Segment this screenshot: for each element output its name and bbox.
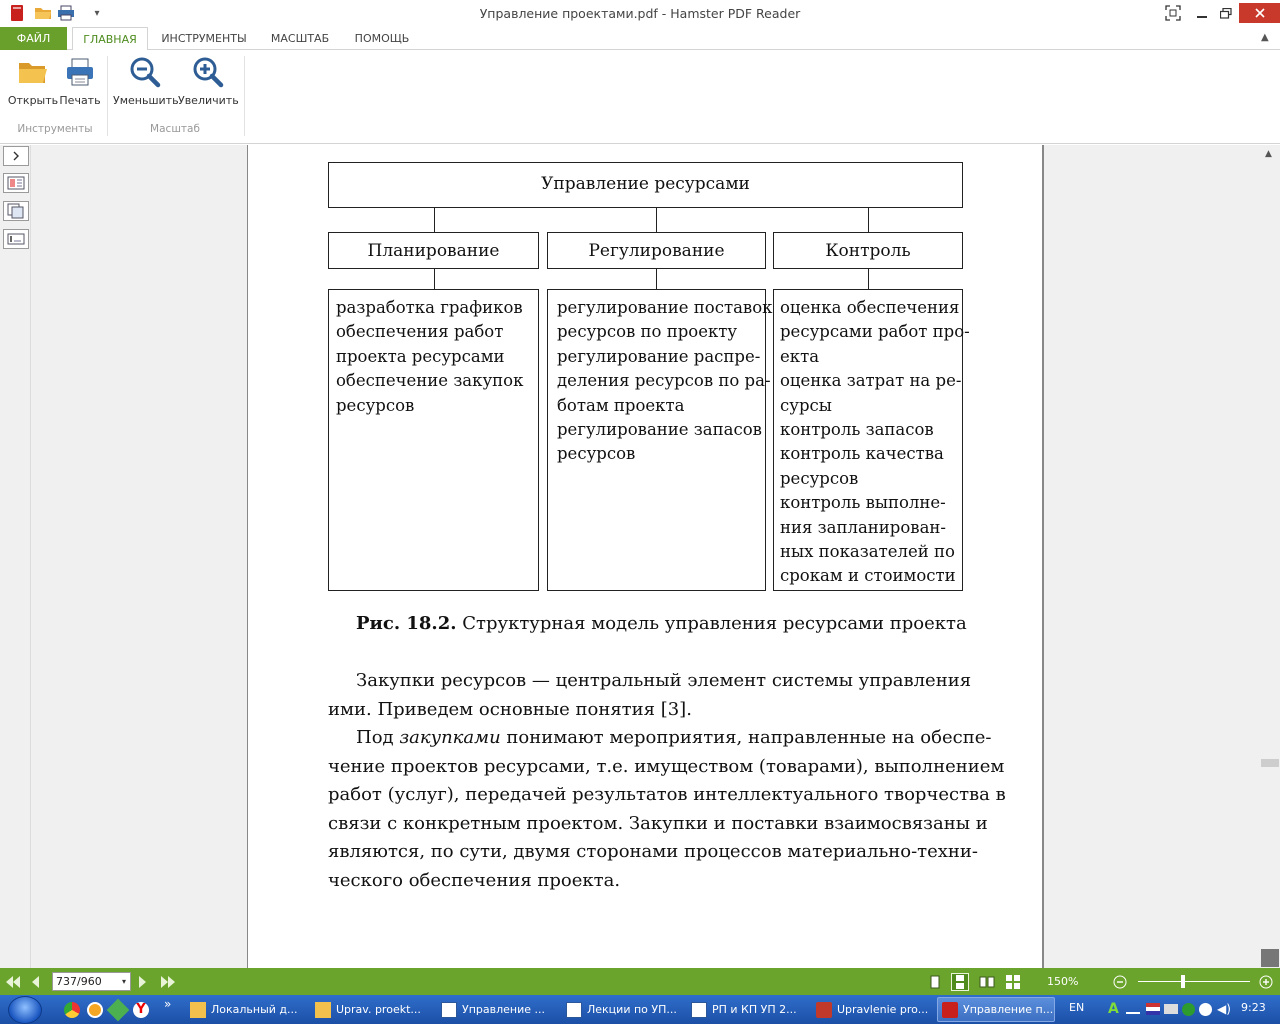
diagram-detail-text: оценка обеспечения ресурсами работ про- екта оценка затрат на ре- сурсы контроль запасов контроль качества ресурсов контроль выполне- ния запланирован- ных показателей по срокам и стоимости: [780, 298, 970, 586]
diagram-detail-regulation: [547, 289, 773, 591]
print-button[interactable]: [58, 56, 102, 107]
folder-icon: [190, 1002, 206, 1018]
restore-button[interactable]: [1214, 0, 1238, 26]
tab-home[interactable]: ГЛАВНАЯ: [72, 27, 148, 51]
tray-info-icon[interactable]: [1182, 1003, 1195, 1016]
window-title: Управление проектами.pdf - Hamster PDF Reader: [479, 6, 801, 21]
diagram-connector: [656, 269, 657, 290]
taskbar-item[interactable]: [687, 997, 805, 1022]
text-line: чение проектов ресурсами, т.е. имуществом (товарами), выполнением: [328, 755, 1005, 777]
status-bar: [0, 968, 1280, 995]
taskbar-item-label: Upravlenie pro...: [837, 1003, 929, 1016]
text-line: являются, по сути, двумя сторонами процессов материально-техни-: [328, 841, 979, 863]
vertical-scrollbar[interactable]: [1260, 145, 1280, 968]
caption-label: Рис. 18.2.: [356, 613, 457, 634]
ribbon: [0, 50, 1280, 144]
clock[interactable]: 9:23: [1241, 1001, 1266, 1014]
zoom-in-label: Увеличить: [178, 94, 239, 107]
text-line: [328, 724, 992, 753]
diagram-connector: [868, 208, 869, 233]
two-page-view-icon[interactable]: [978, 973, 996, 991]
chrome-icon[interactable]: [64, 1002, 80, 1018]
taskbar-item-label: Лекции по УП...: [587, 1003, 677, 1016]
thumbnails-icon: [7, 176, 25, 190]
fullscreen-icon[interactable]: [1162, 0, 1184, 26]
pages-button[interactable]: [3, 201, 29, 221]
paragraph: [328, 724, 1006, 896]
pdf-page: [247, 145, 1044, 968]
group-label-scale: Масштаб: [150, 123, 200, 135]
text-run: понимают мероприятия, направленные на обеспе-: [500, 727, 992, 748]
text-run: Под: [356, 727, 400, 748]
text-line: связи с конкретным проектом. Закупки и поставки взаимосвязаны и: [328, 812, 988, 834]
document-icon: [441, 1002, 457, 1018]
tray-check-icon[interactable]: [1199, 1003, 1212, 1016]
zoom-slider-track[interactable]: [1138, 981, 1250, 982]
title-bar: [0, 0, 1280, 27]
print-label: Печать: [59, 94, 101, 107]
diagram-connector: [868, 269, 869, 290]
text-emphasis: закупками: [399, 727, 501, 748]
page-number-value: 737/960: [56, 975, 102, 988]
text-line: Закупки ресурсов — центральный элемент системы управления: [356, 670, 972, 691]
taskbar-item-label: РП и КП УП 2...: [712, 1003, 797, 1016]
text-line: ими. Приведем основные понятия [3].: [328, 698, 692, 720]
scroll-up-icon[interactable]: ▲: [1265, 149, 1272, 159]
yandex-icon[interactable]: Y: [133, 1002, 149, 1018]
diagram-column-title: Планирование: [367, 241, 500, 261]
taskbar-item[interactable]: [186, 997, 304, 1022]
ribbon-tabs: [0, 27, 1280, 50]
zoom-minus-icon[interactable]: [1111, 973, 1129, 991]
zoom-in-icon: [192, 56, 224, 88]
folder-icon: [315, 1002, 331, 1018]
taskbar-item[interactable]: [437, 997, 555, 1022]
taskbar-overflow-icon[interactable]: »: [164, 997, 172, 1011]
page-number-field[interactable]: [52, 972, 131, 991]
zoom-out-icon: [129, 56, 161, 88]
diagram-root-box: [328, 162, 963, 208]
caption-text: Структурная модель управления ресурсами проекта: [462, 613, 967, 634]
paragraph: [328, 667, 972, 724]
diagram-detail-text: разработка графиков обеспечения работ проекта ресурсами обеспечение закупок ресурсов: [336, 298, 524, 415]
diagram-connector: [434, 208, 435, 233]
zoom-level: 150%: [1047, 975, 1079, 988]
printer-icon: [64, 56, 96, 88]
next-page-icon[interactable]: [136, 973, 150, 991]
diagram-detail-control: [773, 289, 970, 591]
zoom-out-label: Уменьшить: [113, 94, 179, 107]
thumbnails-button[interactable]: [3, 173, 29, 193]
text-line: работ (услуг), передачей результатов интеллектуального творчества в: [328, 784, 1006, 806]
close-button[interactable]: [1239, 3, 1280, 23]
last-page-icon[interactable]: [159, 973, 177, 991]
zoom-slider-thumb[interactable]: [1181, 975, 1185, 988]
continuous-view-icon[interactable]: [951, 973, 969, 991]
scroll-corner: [1261, 949, 1279, 967]
tab-tools[interactable]: ИНСТРУМЕНТЫ: [161, 32, 247, 45]
group-label-tools: Инструменты: [17, 123, 93, 135]
document-icon: [691, 1002, 707, 1018]
start-button[interactable]: [8, 996, 42, 1024]
diagram-root-label: Управление ресурсами: [541, 174, 750, 194]
taskbar-item-label: Управление п...: [963, 1003, 1054, 1016]
prev-page-icon[interactable]: [28, 973, 42, 991]
diagram-box-regulation: [547, 232, 766, 269]
scrollbar-thumb[interactable]: [1261, 759, 1279, 767]
zoom-out-button[interactable]: [113, 56, 177, 107]
zoom-in-button[interactable]: [178, 56, 238, 107]
taskbar: [0, 995, 1280, 1024]
taskbar-item[interactable]: [812, 997, 930, 1022]
document-viewport[interactable]: [31, 145, 1260, 968]
bookmarks-icon: [7, 233, 25, 245]
minimize-button[interactable]: [1190, 0, 1214, 26]
language-indicator[interactable]: EN: [1069, 1001, 1085, 1014]
pages-icon: [7, 203, 25, 219]
left-sidebar: [0, 145, 31, 968]
diagram-connector: [434, 269, 435, 290]
tray-network-icon[interactable]: [1126, 1004, 1140, 1014]
app-launcher-icon[interactable]: [107, 999, 130, 1022]
figure-caption: [356, 613, 967, 634]
first-page-icon[interactable]: [4, 973, 22, 991]
page-dropdown-icon[interactable]: ▾: [121, 977, 126, 986]
two-page-continuous-view-icon[interactable]: [1004, 973, 1022, 991]
group-separator: [107, 56, 108, 136]
taskbar-item-label: Управление ...: [462, 1003, 545, 1016]
diagram-column-title: Регулирование: [588, 241, 725, 261]
tray-monitor-icon[interactable]: [1164, 1004, 1178, 1014]
diagram-box-planning: [328, 232, 539, 269]
hamster-pdf-icon: [942, 1002, 958, 1018]
expand-panel-button[interactable]: [3, 146, 29, 166]
diagram-detail-text: регулирование поставок ресурсов по проекту регулирование распре- деления ресурсов по ра- ботам проекта регулирование запасов ресурсов: [557, 298, 773, 464]
diagram-box-control: [773, 232, 963, 269]
tab-help[interactable]: ПОМОЩЬ: [354, 32, 410, 45]
taskbar-item-label: Uprav. proekt...: [336, 1003, 421, 1016]
bookmarks-button[interactable]: [3, 229, 29, 249]
taskbar-item-active[interactable]: [937, 997, 1055, 1022]
open-label: Открыть: [7, 94, 59, 107]
diagram-detail-planning: [328, 289, 539, 591]
pdf-icon: [816, 1002, 832, 1018]
open-button[interactable]: [6, 56, 60, 107]
browser-icon[interactable]: [87, 1002, 103, 1018]
document-icon: [566, 1002, 582, 1018]
quick-access-dropdown-icon[interactable]: ▾: [94, 7, 100, 19]
ribbon-collapse-icon[interactable]: ▲: [1261, 32, 1269, 43]
taskbar-item[interactable]: [562, 997, 680, 1022]
tray-volume-icon[interactable]: ◀): [1217, 1002, 1231, 1016]
tab-scale[interactable]: МАСШТАБ: [270, 32, 330, 45]
chevron-right-icon: [11, 151, 21, 161]
folder-open-icon: [17, 56, 49, 88]
single-page-view-icon[interactable]: [926, 973, 944, 991]
taskbar-item[interactable]: [311, 997, 429, 1022]
taskbar-item-label: Локальный д...: [211, 1003, 298, 1016]
diagram-column-title: Контроль: [825, 241, 911, 261]
diagram-connector: [656, 208, 657, 233]
group-separator: [244, 56, 245, 136]
tray-flag-icon[interactable]: [1146, 1003, 1160, 1015]
tray-app-icon[interactable]: A: [1108, 1001, 1119, 1017]
zoom-plus-icon[interactable]: [1257, 973, 1275, 991]
tab-file[interactable]: ФАЙЛ: [0, 27, 67, 50]
text-line: ческого обеспечения проекта.: [328, 869, 621, 891]
